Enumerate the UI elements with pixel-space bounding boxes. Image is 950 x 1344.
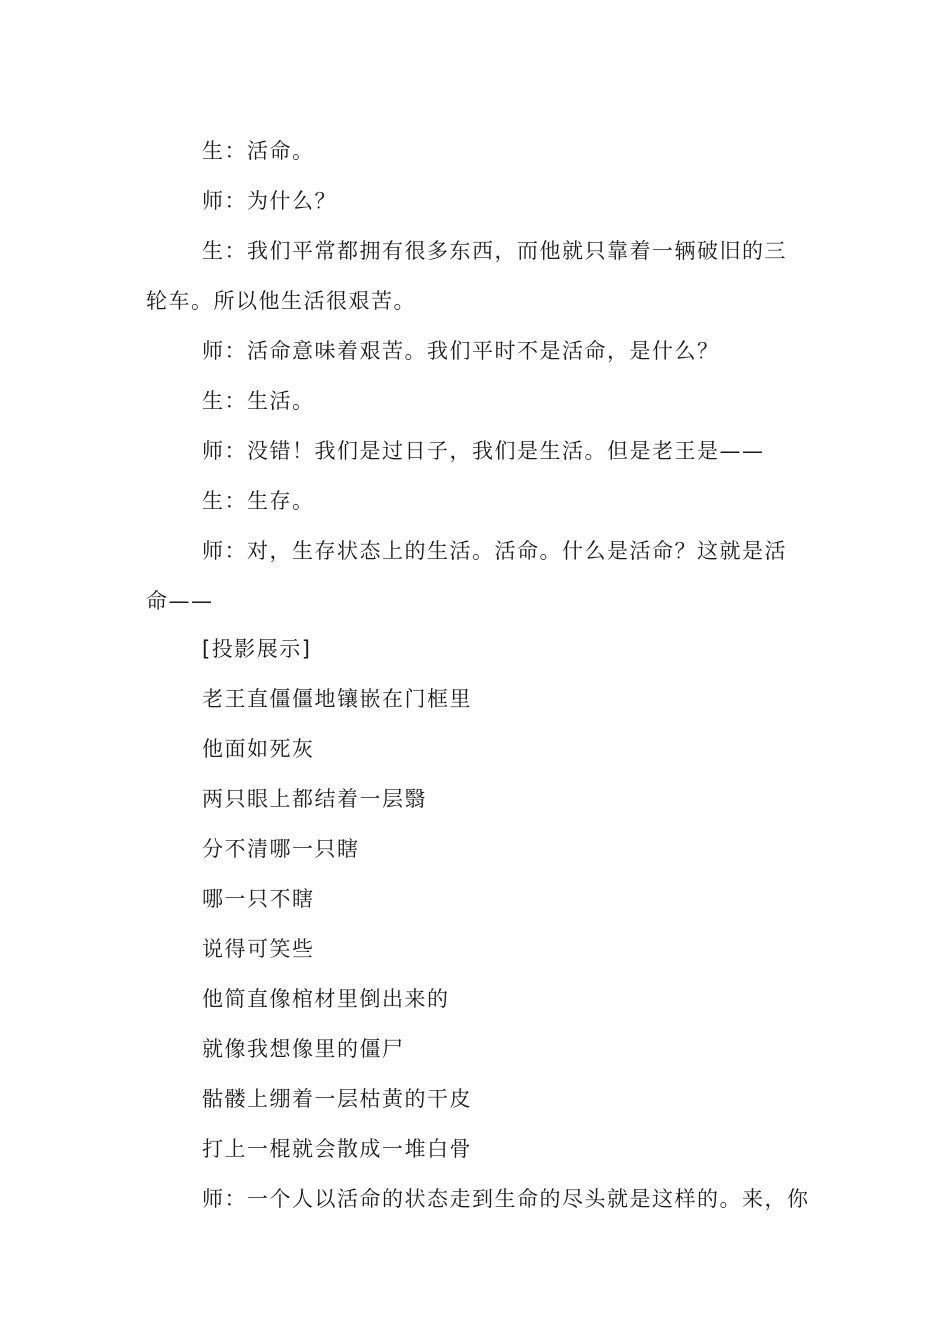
poem-line: 两只眼上都结着一层翳 (202, 787, 427, 811)
poem-line: 说得可笑些 (202, 937, 315, 961)
dialogue-line: 师：一个人以活命的状态走到生命的尽头就是这样的。来，你 (202, 1187, 810, 1211)
poem-line: 骷髅上绷着一层枯黄的干皮 (202, 1087, 472, 1111)
dialogue-line: 师：为什么？ (202, 189, 337, 213)
poem-line: 打上一棍就会散成一堆白骨 (202, 1137, 472, 1161)
poem-line: 分不清哪一只瞎 (202, 837, 360, 861)
dialogue-line: 师：没错！我们是过日子，我们是生活。但是老王是—— (202, 439, 765, 463)
dialogue-line: 生：活命。 (202, 139, 315, 163)
poem-line: 他简直像棺材里倒出来的 (202, 987, 450, 1011)
dialogue-line: 师：活命意味着艰苦。我们平时不是活命，是什么？ (202, 339, 720, 363)
projection-heading: [投影展示] (202, 637, 312, 661)
dialogue-line: 生：生存。 (202, 489, 315, 513)
poem-line: 哪一只不瞎 (202, 887, 315, 911)
dialogue-paragraph: 师：对，生存状态上的生活。活命。什么是活命？这就是活命—— (146, 539, 787, 613)
poem-line: 老王直僵僵地镶嵌在门框里 (202, 687, 472, 711)
poem-line: 他面如死灰 (202, 737, 315, 761)
poem-line: 就像我想像里的僵尸 (202, 1037, 405, 1061)
dialogue-line: 生：生活。 (202, 389, 315, 413)
dialogue-paragraph: 生：我们平常都拥有很多东西，而他就只靠着一辆破旧的三轮车。所以他生活很艰苦。 (146, 239, 787, 313)
